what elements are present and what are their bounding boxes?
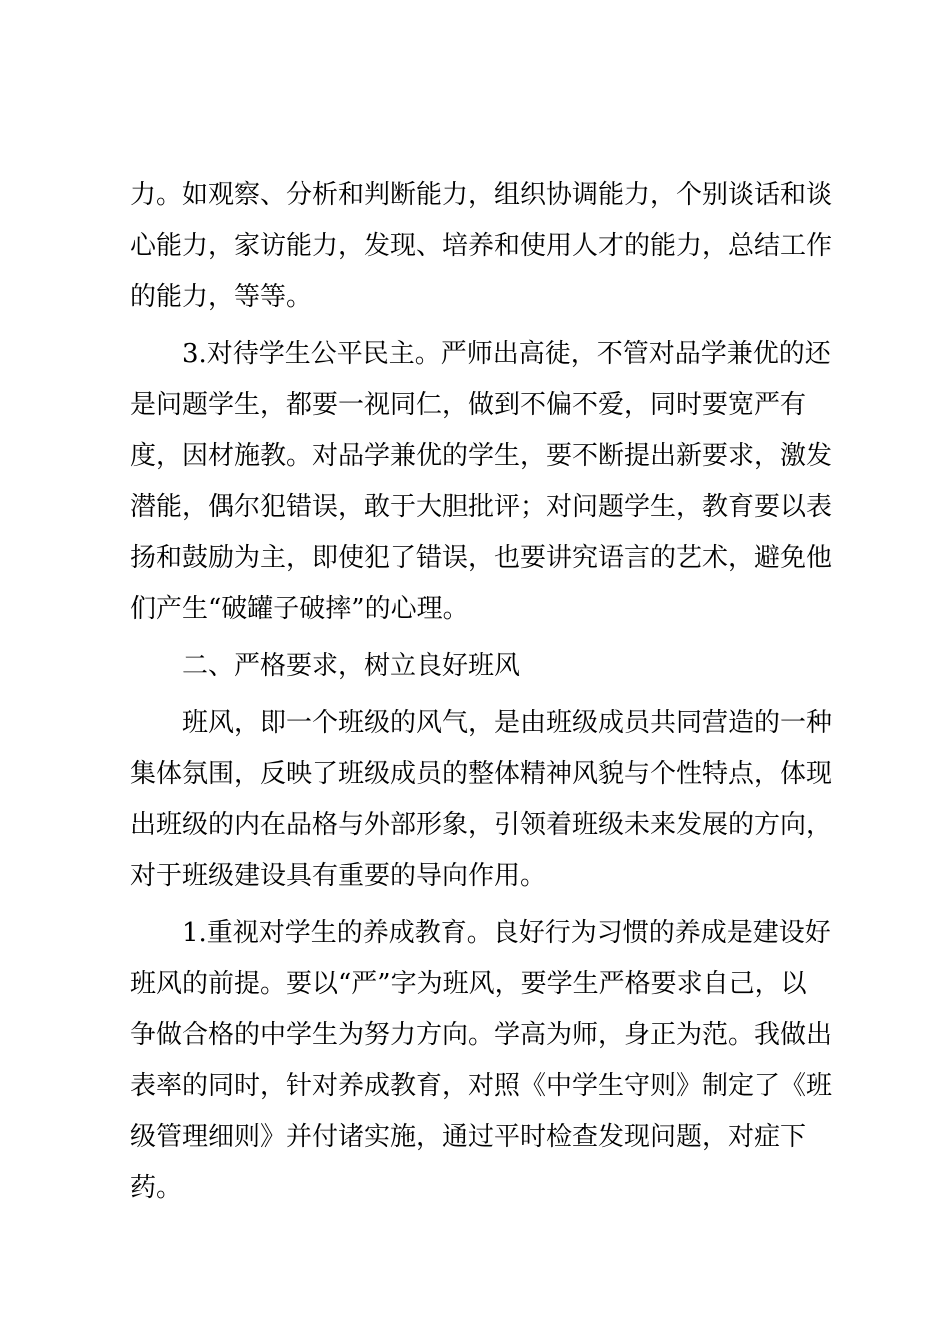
paragraph-line: 出班级的内在品格与外部形象，引领着班级未来发展的方向， xyxy=(130,810,833,840)
paragraph-line: 对于班级建设具有重要的导向作用。 xyxy=(130,861,547,891)
paragraph-line: 心能力，家访能力，发现、培养和使用人才的能力，总结工作 xyxy=(130,231,833,261)
paragraph-line: 力。如观察、分析和判断能力，组织协调能力，个别谈话和谈 xyxy=(130,180,833,210)
paragraph-line: 1.重视对学生的养成教育。良好行为习惯的养成是建设好 xyxy=(182,918,831,948)
paragraph-line: 3.对待学生公平民主。严师出高徒，不管对品学兼优的还 xyxy=(182,339,831,369)
paragraph-line: 集体氛围，反映了班级成员的整体精神风貌与个性特点，体现 xyxy=(130,759,833,789)
paragraph-line: 是问题学生，都要一视同仁，做到不偏不爱，同时要宽严有 xyxy=(130,390,807,420)
paragraph-line: 表率的同时，针对养成教育，对照《中学生守则》制定了《班 xyxy=(130,1071,833,1101)
paragraph-line: 级管理细则》并付诸实施，通过平时检查发现问题，对症下 xyxy=(130,1122,807,1152)
paragraph-line: 度，因材施教。对品学兼优的学生，要不断提出新要求，激发 xyxy=(130,441,833,471)
document-body xyxy=(130,170,833,1214)
paragraph-line: 的能力，等等。 xyxy=(130,282,313,312)
paragraph-line: 争做合格的中学生为努力方向。学高为师，身正为范。我做出 xyxy=(130,1020,833,1050)
paragraph-line: 们产生“破罐子破摔”的心理。 xyxy=(130,594,469,624)
paragraph-line: 潜能，偶尔犯错误，敢于大胆批评；对问题学生，教育要以表 xyxy=(130,492,833,522)
paragraph-line: 班风，即一个班级的风气，是由班级成员共同营造的一种 xyxy=(182,708,833,738)
paragraph-line: 扬和鼓励为主，即使犯了错误，也要讲究语言的艺术，避免他 xyxy=(130,543,833,573)
section-heading: 二、严格要求，树立良好班风 xyxy=(182,651,521,681)
paragraph-line: 班风的前提。要以“严”字为班风，要学生严格要求自己，以 xyxy=(130,969,807,999)
paragraph-line: 药。 xyxy=(130,1173,183,1203)
